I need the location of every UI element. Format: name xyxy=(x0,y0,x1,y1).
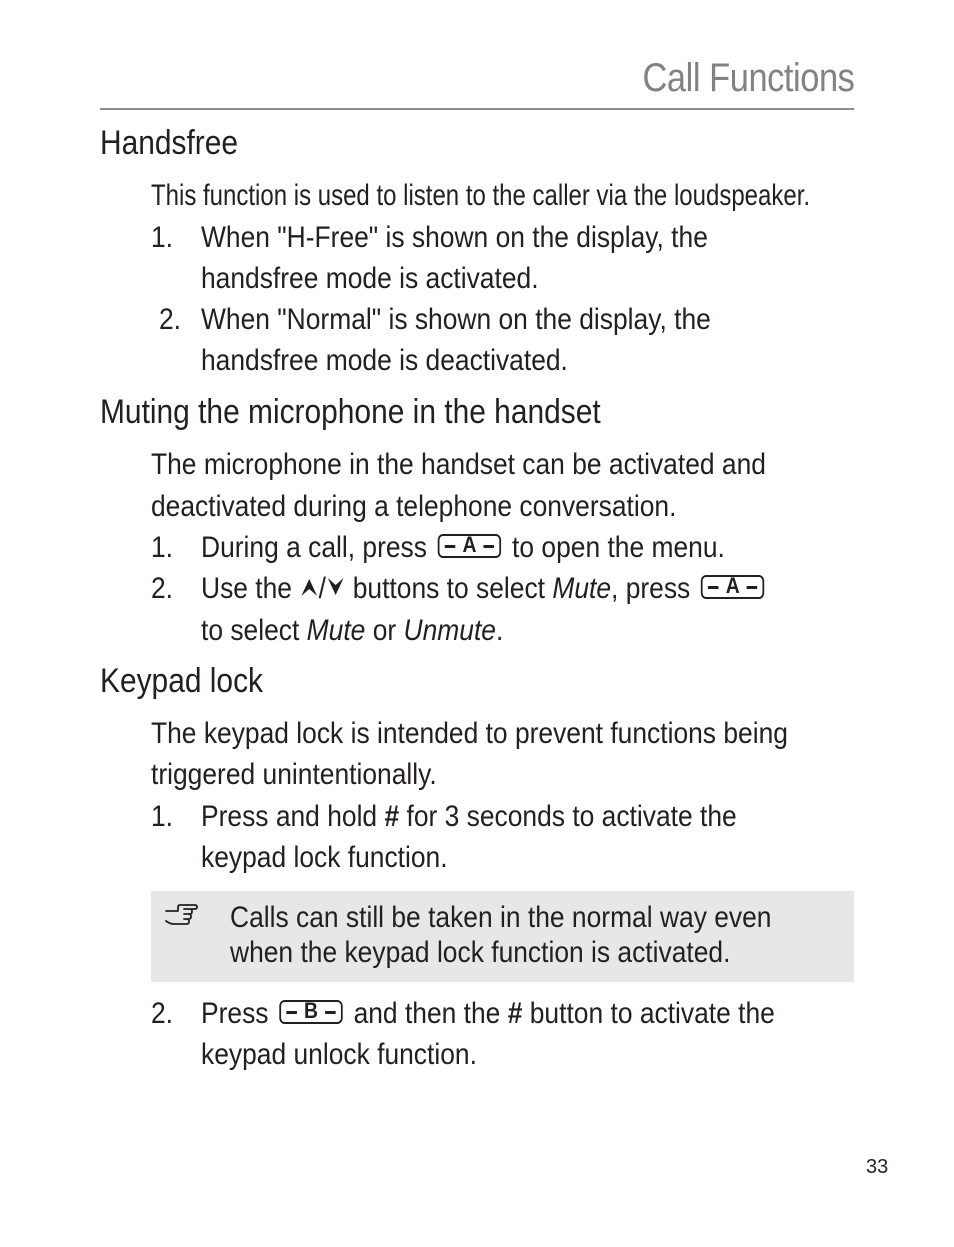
note-text: when the keypad lock function is activated. xyxy=(230,936,731,969)
list-item-text: button to activate the xyxy=(529,997,775,1030)
section-heading-muting: Muting the microphone in the handset xyxy=(100,393,601,431)
list-item-text xyxy=(201,996,775,1032)
list-item-text: During a call, press xyxy=(201,531,427,564)
page-number: 33 xyxy=(866,1156,889,1178)
hash-key: # xyxy=(384,800,400,833)
section-heading-keypad-lock: Keypad lock xyxy=(100,662,264,700)
up-arrow-icon xyxy=(299,576,318,598)
list-item-text: When "H-Free" is shown on the display, the xyxy=(201,221,708,254)
list-item-text: or xyxy=(372,614,397,647)
list-item-text: Press xyxy=(201,997,269,1030)
list-item-text: Use the xyxy=(201,572,292,605)
list-item-text: handsfree mode is activated. xyxy=(201,262,539,295)
list-number: 1. xyxy=(151,800,174,833)
keypad-intro: triggered unintentionally. xyxy=(151,758,437,791)
a-key-icon xyxy=(701,575,764,599)
header-divider xyxy=(100,108,854,110)
note-text: Calls can still be taken in the normal way even xyxy=(230,901,772,934)
key-letter: A xyxy=(462,532,477,558)
key-letter: B xyxy=(304,998,319,1024)
list-item-text: and then the xyxy=(353,997,501,1030)
a-key-icon xyxy=(438,534,501,558)
unmute-term: Unmute xyxy=(403,614,496,647)
b-key-icon xyxy=(279,1000,342,1024)
list-item-text: to open the menu. xyxy=(512,531,725,564)
list-item-text: handsfree mode is deactivated. xyxy=(201,344,568,377)
key-letter: A xyxy=(725,573,740,599)
list-number: 1. xyxy=(151,531,174,564)
list-item-text: keypad unlock function. xyxy=(201,1038,477,1071)
list-item-text xyxy=(201,613,503,649)
list-number: 2. xyxy=(151,997,174,1030)
mute-term: Mute xyxy=(552,572,612,605)
pointing-hand-icon xyxy=(164,903,198,929)
list-item-text: buttons to select xyxy=(352,572,545,605)
section-heading-handsfree: Handsfree xyxy=(100,124,239,162)
muting-intro: The microphone in the handset can be activated and xyxy=(151,448,766,481)
period: . xyxy=(495,614,504,647)
list-item-text xyxy=(201,571,768,607)
list-item-text: When "Normal" is shown on the display, the xyxy=(201,303,711,336)
list-item-text xyxy=(201,799,737,835)
list-number: 2. xyxy=(151,572,174,605)
down-arrow-icon xyxy=(326,576,345,598)
list-item-text: , press xyxy=(611,572,691,605)
list-item-text: Press and hold xyxy=(201,800,378,833)
list-item-text: keypad lock function. xyxy=(201,841,448,874)
keypad-intro: The keypad lock is intended to prevent functions being xyxy=(151,717,788,750)
list-item-text xyxy=(201,530,725,566)
separator-slash: / xyxy=(318,572,327,605)
list-item-text: for 3 seconds to activate the xyxy=(406,800,737,833)
page-title: Call Functions xyxy=(642,56,854,100)
list-number: 1. xyxy=(151,221,174,254)
handsfree-intro: This function is used to listen to the caller via the loudspeaker. xyxy=(151,179,811,212)
list-item-text: to select xyxy=(201,614,300,647)
muting-intro: deactivated during a telephone conversation. xyxy=(151,490,677,523)
list-number: 2. xyxy=(159,303,182,336)
mute-term: Mute xyxy=(306,614,366,647)
hash-key: # xyxy=(507,997,523,1030)
